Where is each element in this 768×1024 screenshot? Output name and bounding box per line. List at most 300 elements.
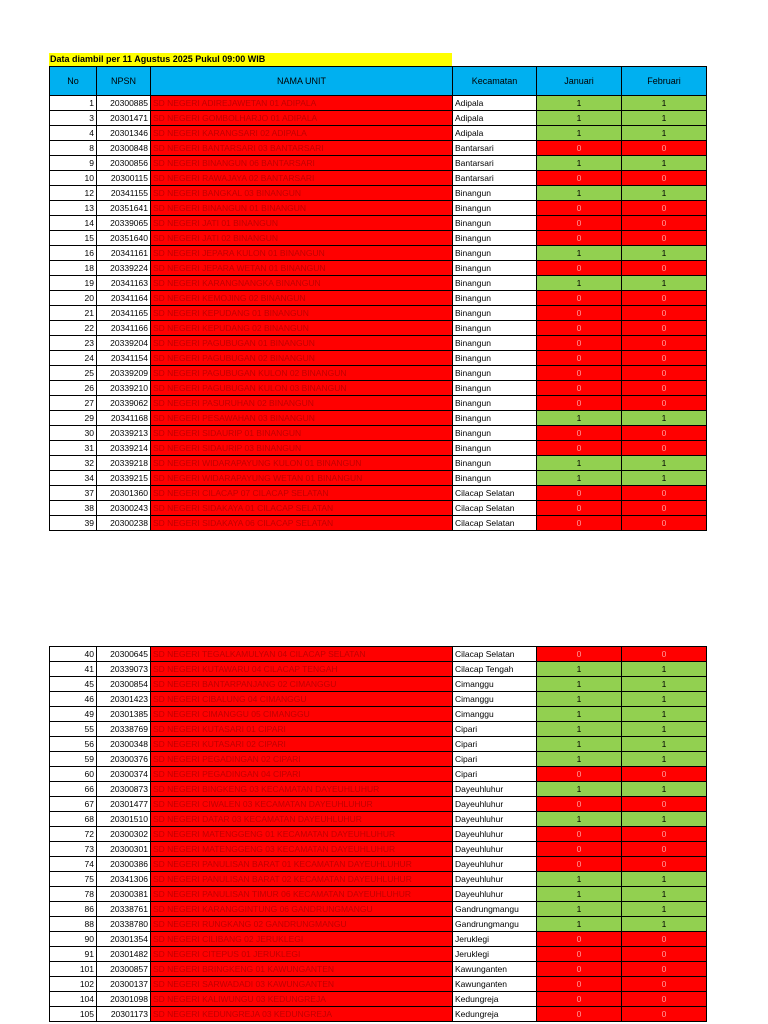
cell-kecamatan[interactable]: Cilacap Tengah [453,662,537,677]
cell-januari[interactable]: 1 [537,156,622,171]
cell-no[interactable]: 55 [50,722,97,737]
cell-februari[interactable]: 0 [622,396,707,411]
cell-februari[interactable]: 0 [622,351,707,366]
cell-februari[interactable]: 1 [622,186,707,201]
cell-nama-unit[interactable]: SD NEGERI PANULISAN BARAT 01 KECAMATAN DAYEUHLUHUR [151,857,453,872]
cell-februari[interactable]: 0 [622,291,707,306]
cell-kecamatan[interactable]: Adipala [453,111,537,126]
cell-kecamatan[interactable]: Dayeuhluhur [453,857,537,872]
cell-nama-unit[interactable]: SD NEGERI WIDARAPAYUNG WETAN 01 BINANGUN [151,471,453,486]
cell-januari[interactable]: 0 [537,291,622,306]
cell-npsn[interactable]: 20339213 [97,426,151,441]
cell-no[interactable]: 74 [50,857,97,872]
cell-no[interactable]: 45 [50,677,97,692]
cell-februari[interactable]: 0 [622,231,707,246]
cell-no[interactable]: 34 [50,471,97,486]
cell-no[interactable]: 49 [50,707,97,722]
cell-nama-unit[interactable]: SD NEGERI MATENGGENG 03 KECAMATAN DAYEUHLUHUR [151,842,453,857]
cell-kecamatan[interactable]: Dayeuhluhur [453,812,537,827]
cell-nama-unit[interactable]: SD NEGERI SIDAKAYA 01 CILACAP SELATAN [151,501,453,516]
cell-nama-unit[interactable]: SD NEGERI JATI 02 BINANGUN [151,231,453,246]
cell-januari[interactable]: 1 [537,872,622,887]
cell-januari[interactable]: 1 [537,411,622,426]
cell-kecamatan[interactable]: Jeruklegi [453,932,537,947]
cell-februari[interactable]: 0 [622,441,707,456]
cell-januari[interactable]: 1 [537,902,622,917]
cell-februari[interactable]: 0 [622,516,707,531]
cell-no[interactable]: 16 [50,246,97,261]
cell-no[interactable]: 88 [50,917,97,932]
cell-februari[interactable]: 1 [622,96,707,111]
cell-nama-unit[interactable]: SD NEGERI BINANGUN 01 BINANGUN [151,201,453,216]
cell-npsn[interactable]: 20339214 [97,441,151,456]
cell-januari[interactable]: 0 [537,321,622,336]
cell-npsn[interactable]: 20300374 [97,767,151,782]
cell-kecamatan[interactable]: Dayeuhluhur [453,887,537,902]
cell-kecamatan[interactable]: Binangun [453,216,537,231]
cell-npsn[interactable]: 20301477 [97,797,151,812]
cell-januari[interactable]: 0 [537,486,622,501]
cell-kecamatan[interactable]: Cimanggu [453,692,537,707]
cell-npsn[interactable]: 20339065 [97,216,151,231]
cell-kecamatan[interactable]: Dayeuhluhur [453,842,537,857]
cell-kecamatan[interactable]: Binangun [453,291,537,306]
cell-no[interactable]: 9 [50,156,97,171]
cell-kecamatan[interactable]: Binangun [453,456,537,471]
cell-februari[interactable]: 1 [622,471,707,486]
cell-februari[interactable]: 0 [622,932,707,947]
cell-npsn[interactable]: 20300302 [97,827,151,842]
cell-nama-unit[interactable]: SD NEGERI KUTASARI 02 CIPARI [151,737,453,752]
cell-februari[interactable]: 0 [622,171,707,186]
cell-februari[interactable]: 1 [622,782,707,797]
cell-kecamatan[interactable]: Cipari [453,752,537,767]
cell-januari[interactable]: 1 [537,662,622,677]
cell-januari[interactable]: 0 [537,351,622,366]
cell-nama-unit[interactable]: SD NEGERI PASURUHAN 02 BINANGUN [151,396,453,411]
cell-januari[interactable]: 0 [537,261,622,276]
cell-kecamatan[interactable]: Cimanggu [453,707,537,722]
cell-nama-unit[interactable]: SD NEGERI JEPARA WETAN 01 BINANGUN [151,261,453,276]
cell-januari[interactable]: 1 [537,737,622,752]
cell-no[interactable]: 12 [50,186,97,201]
cell-no[interactable]: 22 [50,321,97,336]
cell-kecamatan[interactable]: Dayeuhluhur [453,797,537,812]
cell-februari[interactable]: 0 [622,141,707,156]
cell-nama-unit[interactable]: SD NEGERI SIDAKAYA 06 CILACAP SELATAN [151,516,453,531]
cell-kecamatan[interactable]: Jeruklegi [453,947,537,962]
cell-februari[interactable]: 1 [622,411,707,426]
cell-npsn[interactable]: 20301360 [97,486,151,501]
cell-npsn[interactable]: 20338769 [97,722,151,737]
cell-npsn[interactable]: 20300848 [97,141,151,156]
cell-nama-unit[interactable]: SD NEGERI PANULISAN BARAT 02 KECAMATAN DAYEUHLUHUR [151,872,453,887]
cell-nama-unit[interactable]: SD NEGERI BANTARSARI 03 BANTARSARI [151,141,453,156]
cell-npsn[interactable]: 20341161 [97,246,151,261]
cell-nama-unit[interactable]: SD NEGERI GOMBOLHARJO 01 ADIPALA [151,111,453,126]
cell-nama-unit[interactable]: SD NEGERI KEMOJING 02 BINANGUN [151,291,453,306]
cell-npsn[interactable]: 20300873 [97,782,151,797]
cell-kecamatan[interactable]: Cipari [453,767,537,782]
cell-npsn[interactable]: 20300137 [97,977,151,992]
cell-no[interactable]: 26 [50,381,97,396]
cell-februari[interactable]: 0 [622,261,707,276]
cell-npsn[interactable]: 20300376 [97,752,151,767]
cell-februari[interactable]: 0 [622,216,707,231]
cell-no[interactable]: 56 [50,737,97,752]
cell-npsn[interactable]: 20300645 [97,647,151,662]
cell-februari[interactable]: 0 [622,647,707,662]
cell-februari[interactable]: 0 [622,797,707,812]
cell-januari[interactable]: 0 [537,336,622,351]
cell-no[interactable]: 66 [50,782,97,797]
cell-nama-unit[interactable]: SD NEGERI BINGKENG 03 KECAMATAN DAYEUHLUHUR [151,782,453,797]
cell-kecamatan[interactable]: Binangun [453,231,537,246]
cell-februari[interactable]: 0 [622,977,707,992]
cell-no[interactable]: 67 [50,797,97,812]
cell-npsn[interactable]: 20300885 [97,96,151,111]
cell-no[interactable]: 40 [50,647,97,662]
cell-februari[interactable]: 0 [622,827,707,842]
cell-januari[interactable]: 0 [537,216,622,231]
cell-no[interactable]: 14 [50,216,97,231]
cell-kecamatan[interactable]: Binangun [453,306,537,321]
cell-kecamatan[interactable]: Binangun [453,201,537,216]
cell-nama-unit[interactable]: SD NEGERI KARANGNANGKA BINANGUN [151,276,453,291]
cell-nama-unit[interactable]: SD NEGERI BINANGUN 06 BANTARSARI [151,156,453,171]
cell-npsn[interactable]: 20300115 [97,171,151,186]
cell-januari[interactable]: 0 [537,857,622,872]
cell-npsn[interactable]: 20300238 [97,516,151,531]
cell-no[interactable]: 23 [50,336,97,351]
cell-nama-unit[interactable]: SD NEGERI KEPUDANG 02 BINANGUN [151,321,453,336]
cell-nama-unit[interactable]: SD NEGERI BANGKAL 03 BINANGUN [151,186,453,201]
cell-januari[interactable]: 0 [537,141,622,156]
cell-no[interactable]: 24 [50,351,97,366]
cell-februari[interactable]: 0 [622,306,707,321]
cell-januari[interactable]: 0 [537,947,622,962]
cell-nama-unit[interactable]: SD NEGERI CIMANGGU 05 CIMANGGU [151,707,453,722]
cell-npsn[interactable]: 20341306 [97,872,151,887]
cell-februari[interactable]: 0 [622,992,707,1007]
cell-kecamatan[interactable]: Cipari [453,722,537,737]
cell-npsn[interactable]: 20301354 [97,932,151,947]
cell-februari[interactable]: 1 [622,872,707,887]
cell-februari[interactable]: 0 [622,857,707,872]
cell-kecamatan[interactable]: Kedungreja [453,1007,537,1022]
cell-januari[interactable]: 1 [537,126,622,141]
cell-nama-unit[interactable]: SD NEGERI PAGUBUGAN KULON 03 BINANGUN [151,381,453,396]
cell-no[interactable]: 38 [50,501,97,516]
cell-kecamatan[interactable]: Kawunganten [453,977,537,992]
cell-kecamatan[interactable]: Bantarsari [453,141,537,156]
cell-npsn[interactable]: 20341155 [97,186,151,201]
cell-januari[interactable]: 1 [537,722,622,737]
cell-npsn[interactable]: 20339215 [97,471,151,486]
cell-januari[interactable]: 1 [537,812,622,827]
header-npsn[interactable]: NPSN [97,67,151,96]
cell-no[interactable]: 4 [50,126,97,141]
cell-januari[interactable]: 0 [537,171,622,186]
cell-januari[interactable]: 1 [537,752,622,767]
cell-februari[interactable]: 1 [622,111,707,126]
cell-no[interactable]: 10 [50,171,97,186]
cell-kecamatan[interactable]: Bantarsari [453,171,537,186]
cell-npsn[interactable]: 20351641 [97,201,151,216]
cell-nama-unit[interactable]: SD NEGERI SIDAURIP 03 BINANGUN [151,441,453,456]
cell-no[interactable]: 13 [50,201,97,216]
cell-npsn[interactable]: 20301173 [97,1007,151,1022]
cell-januari[interactable]: 1 [537,186,622,201]
cell-npsn[interactable]: 20300386 [97,857,151,872]
cell-kecamatan[interactable]: Dayeuhluhur [453,872,537,887]
cell-kecamatan[interactable]: Binangun [453,381,537,396]
cell-februari[interactable]: 1 [622,707,707,722]
cell-nama-unit[interactable]: SD NEGERI ADIREJAWETAN 01 ADIPALA [151,96,453,111]
cell-no[interactable]: 39 [50,516,97,531]
cell-nama-unit[interactable]: SD NEGERI WIDARAPAYUNG KULON 01 BINANGUN [151,456,453,471]
cell-kecamatan[interactable]: Binangun [453,276,537,291]
cell-nama-unit[interactable]: SD NEGERI RUNGKANG 02 GANDRUNGMANGU [151,917,453,932]
cell-no[interactable]: 102 [50,977,97,992]
cell-februari[interactable]: 1 [622,662,707,677]
cell-npsn[interactable]: 20301385 [97,707,151,722]
cell-npsn[interactable]: 20339062 [97,396,151,411]
cell-no[interactable]: 8 [50,141,97,156]
cell-januari[interactable]: 1 [537,276,622,291]
cell-kecamatan[interactable]: Dayeuhluhur [453,827,537,842]
cell-kecamatan[interactable]: Cilacap Selatan [453,647,537,662]
cell-nama-unit[interactable]: SD NEGERI SARWADADI 03 KAWUNGANTEN [151,977,453,992]
cell-januari[interactable]: 0 [537,426,622,441]
cell-februari[interactable]: 1 [622,722,707,737]
cell-npsn[interactable]: 20300856 [97,156,151,171]
cell-januari[interactable]: 1 [537,887,622,902]
cell-npsn[interactable]: 20339224 [97,261,151,276]
cell-npsn[interactable]: 20341163 [97,276,151,291]
cell-no[interactable]: 72 [50,827,97,842]
cell-nama-unit[interactable]: SD NEGERI BRINGKENG 01 KAWUNGANTEN [151,962,453,977]
cell-nama-unit[interactable]: SD NEGERI BANTARPANJANG 02 CIMANGGU [151,677,453,692]
cell-februari[interactable]: 1 [622,156,707,171]
cell-nama-unit[interactable]: SD NEGERI SIDAURIP 01 BINANGUN [151,426,453,441]
cell-nama-unit[interactable]: SD NEGERI KARANGSARI 02 ADIPALA [151,126,453,141]
cell-januari[interactable]: 1 [537,96,622,111]
cell-nama-unit[interactable]: SD NEGERI PEGADINGAN 04 CIPARI [151,767,453,782]
cell-februari[interactable]: 1 [622,887,707,902]
cell-januari[interactable]: 0 [537,231,622,246]
cell-npsn[interactable]: 20301098 [97,992,151,1007]
cell-januari[interactable]: 0 [537,516,622,531]
cell-no[interactable]: 104 [50,992,97,1007]
cell-januari[interactable]: 0 [537,977,622,992]
cell-npsn[interactable]: 20341165 [97,306,151,321]
cell-no[interactable]: 86 [50,902,97,917]
cell-nama-unit[interactable]: SD NEGERI TEGALKAMULYAN 04 CILACAP SELATAN [151,647,453,662]
cell-npsn[interactable]: 20301482 [97,947,151,962]
cell-kecamatan[interactable]: Binangun [453,186,537,201]
cell-kecamatan[interactable]: Dayeuhluhur [453,782,537,797]
cell-no[interactable]: 27 [50,396,97,411]
cell-no[interactable]: 19 [50,276,97,291]
cell-npsn[interactable]: 20300857 [97,962,151,977]
cell-kecamatan[interactable]: Binangun [453,366,537,381]
cell-februari[interactable]: 0 [622,321,707,336]
cell-nama-unit[interactable]: SD NEGERI DATAR 03 KECAMATAN DAYEUHLUHUR [151,812,453,827]
cell-npsn[interactable]: 20301471 [97,111,151,126]
cell-januari[interactable]: 0 [537,767,622,782]
cell-januari[interactable]: 0 [537,647,622,662]
cell-februari[interactable]: 1 [622,692,707,707]
cell-kecamatan[interactable]: Cilacap Selatan [453,501,537,516]
cell-januari[interactable]: 0 [537,962,622,977]
cell-nama-unit[interactable]: SD NEGERI KARANGGINTUNG 06 GANDRUNGMANGU [151,902,453,917]
cell-januari[interactable]: 0 [537,201,622,216]
cell-februari[interactable]: 1 [622,456,707,471]
cell-februari[interactable]: 0 [622,947,707,962]
cell-februari[interactable]: 1 [622,917,707,932]
cell-kecamatan[interactable]: Binangun [453,471,537,486]
cell-februari[interactable]: 0 [622,767,707,782]
cell-no[interactable]: 1 [50,96,97,111]
cell-kecamatan[interactable]: Binangun [453,321,537,336]
cell-februari[interactable]: 0 [622,842,707,857]
cell-no[interactable]: 3 [50,111,97,126]
cell-npsn[interactable]: 20339210 [97,381,151,396]
cell-npsn[interactable]: 20341154 [97,351,151,366]
cell-npsn[interactable]: 20341168 [97,411,151,426]
cell-nama-unit[interactable]: SD NEGERI PEGADINGAN 02 CIPARI [151,752,453,767]
cell-februari[interactable]: 0 [622,366,707,381]
cell-februari[interactable]: 1 [622,812,707,827]
cell-npsn[interactable]: 20351640 [97,231,151,246]
cell-kecamatan[interactable]: Binangun [453,441,537,456]
cell-februari[interactable]: 1 [622,276,707,291]
cell-no[interactable]: 32 [50,456,97,471]
cell-npsn[interactable]: 20300243 [97,501,151,516]
cell-nama-unit[interactable]: SD NEGERI KUTAWARU 04 CILACAP TENGAH [151,662,453,677]
cell-kecamatan[interactable]: Gandrungmangu [453,902,537,917]
cell-nama-unit[interactable]: SD NEGERI PAGUBUGAN 01 BINANGUN [151,336,453,351]
cell-kecamatan[interactable]: Binangun [453,261,537,276]
cell-januari[interactable]: 0 [537,992,622,1007]
cell-nama-unit[interactable]: SD NEGERI CILACAP 07 CILACAP SELATAN [151,486,453,501]
cell-nama-unit[interactable]: SD NEGERI CIWALEN 03 KECAMATAN DAYEUHLUHUR [151,797,453,812]
cell-januari[interactable]: 0 [537,396,622,411]
header-nama-unit[interactable]: NAMA UNIT [151,67,453,96]
cell-januari[interactable]: 1 [537,111,622,126]
cell-npsn[interactable]: 20341166 [97,321,151,336]
cell-februari[interactable]: 0 [622,201,707,216]
cell-januari[interactable]: 0 [537,381,622,396]
cell-nama-unit[interactable]: SD NEGERI JATI 01 BINANGUN [151,216,453,231]
cell-nama-unit[interactable]: SD NEGERI KALIWUNGU 03 KEDUNGREJA [151,992,453,1007]
cell-nama-unit[interactable]: SD NEGERI CITEPUS 01 JERUKLEGI [151,947,453,962]
cell-nama-unit[interactable]: SD NEGERI PAGUBUGAN KULON 02 BINANGUN [151,366,453,381]
cell-kecamatan[interactable]: Binangun [453,336,537,351]
cell-kecamatan[interactable]: Binangun [453,351,537,366]
cell-no[interactable]: 101 [50,962,97,977]
cell-kecamatan[interactable]: Cipari [453,737,537,752]
cell-kecamatan[interactable]: Adipala [453,126,537,141]
cell-nama-unit[interactable]: SD NEGERI CILIBANG 02 JERUKLEGI [151,932,453,947]
cell-npsn[interactable]: 20300348 [97,737,151,752]
cell-januari[interactable]: 0 [537,1007,622,1022]
cell-no[interactable]: 90 [50,932,97,947]
cell-kecamatan[interactable]: Bantarsari [453,156,537,171]
header-no[interactable]: No [50,67,97,96]
cell-no[interactable]: 18 [50,261,97,276]
cell-npsn[interactable]: 20301510 [97,812,151,827]
cell-no[interactable]: 15 [50,231,97,246]
cell-nama-unit[interactable]: SD NEGERI MATENGGENG 01 KECAMATAN DAYEUHLUHUR [151,827,453,842]
cell-npsn[interactable]: 20339204 [97,336,151,351]
cell-nama-unit[interactable]: SD NEGERI KUTASARI 01 CIPARI [151,722,453,737]
cell-npsn[interactable]: 20300381 [97,887,151,902]
cell-februari[interactable]: 1 [622,737,707,752]
cell-kecamatan[interactable]: Binangun [453,246,537,261]
cell-januari[interactable]: 1 [537,471,622,486]
cell-npsn[interactable]: 20339073 [97,662,151,677]
cell-januari[interactable]: 1 [537,246,622,261]
cell-januari[interactable]: 0 [537,842,622,857]
cell-februari[interactable]: 1 [622,902,707,917]
cell-februari[interactable]: 0 [622,336,707,351]
cell-no[interactable]: 25 [50,366,97,381]
cell-februari[interactable]: 1 [622,677,707,692]
cell-no[interactable]: 105 [50,1007,97,1022]
cell-januari[interactable]: 1 [537,677,622,692]
cell-nama-unit[interactable]: SD NEGERI JEPARA KULON 01 BINANGUN [151,246,453,261]
cell-nama-unit[interactable]: SD NEGERI PAGUBUGAN 02 BINANGUN [151,351,453,366]
header-kecamatan[interactable]: Kecamatan [453,67,537,96]
cell-februari[interactable]: 0 [622,962,707,977]
header-februari[interactable]: Februari [622,67,707,96]
cell-no[interactable]: 46 [50,692,97,707]
cell-no[interactable]: 29 [50,411,97,426]
header-januari[interactable]: Januari [537,67,622,96]
cell-nama-unit[interactable]: SD NEGERI CIBALUNG 04 CIMANGGU [151,692,453,707]
cell-februari[interactable]: 0 [622,501,707,516]
cell-januari[interactable]: 1 [537,782,622,797]
cell-no[interactable]: 73 [50,842,97,857]
cell-npsn[interactable]: 20339209 [97,366,151,381]
cell-kecamatan[interactable]: Binangun [453,426,537,441]
cell-kecamatan[interactable]: Kawunganten [453,962,537,977]
cell-nama-unit[interactable]: SD NEGERI PANULISAN TIMUR 06 KECAMATAN DAYEUHLUHUR [151,887,453,902]
cell-no[interactable]: 37 [50,486,97,501]
cell-nama-unit[interactable]: SD NEGERI PESAWAHAN 03 BINANGUN [151,411,453,426]
cell-januari[interactable]: 1 [537,692,622,707]
cell-no[interactable]: 59 [50,752,97,767]
cell-februari[interactable]: 0 [622,381,707,396]
cell-no[interactable]: 31 [50,441,97,456]
cell-no[interactable]: 60 [50,767,97,782]
cell-kecamatan[interactable]: Cilacap Selatan [453,486,537,501]
cell-januari[interactable]: 1 [537,707,622,722]
cell-januari[interactable]: 0 [537,501,622,516]
cell-februari[interactable]: 1 [622,752,707,767]
cell-februari[interactable]: 0 [622,426,707,441]
cell-nama-unit[interactable]: SD NEGERI RAWAJAYA 02 BANTARSARI [151,171,453,186]
cell-npsn[interactable]: 20341164 [97,291,151,306]
cell-no[interactable]: 30 [50,426,97,441]
cell-npsn[interactable]: 20338761 [97,902,151,917]
cell-januari[interactable]: 1 [537,456,622,471]
cell-no[interactable]: 41 [50,662,97,677]
cell-kecamatan[interactable]: Binangun [453,396,537,411]
cell-kecamatan[interactable]: Cimanggu [453,677,537,692]
